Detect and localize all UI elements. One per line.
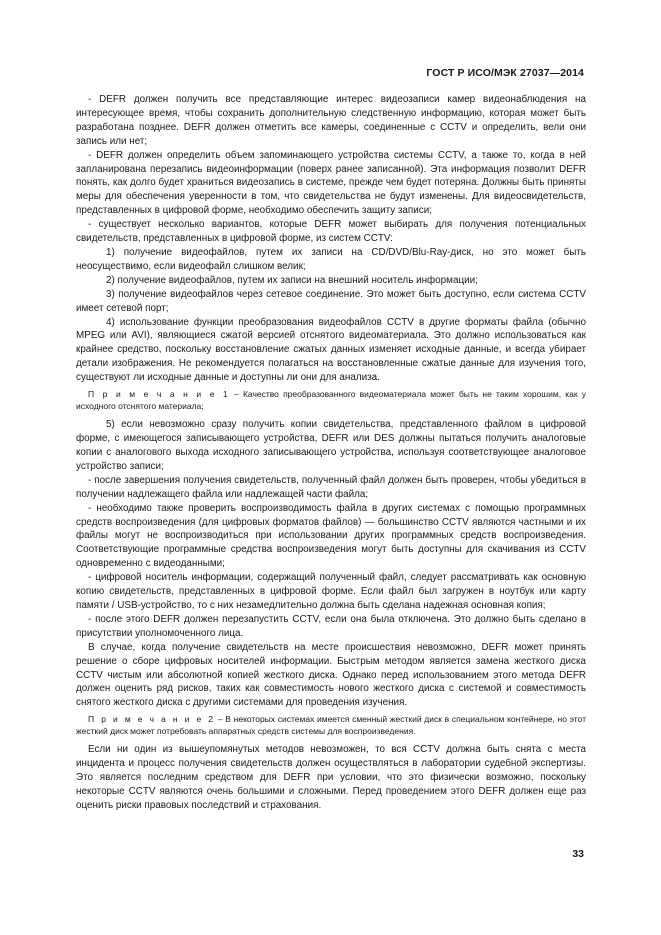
note-text: – В некоторых системах имеется сменный жесткий диск в специальном контейнере, но этот жесткий диск может потребовать аппаратных средств системы для воспроизведения. [76,714,586,736]
paragraph: - после завершения получения свидетельств, полученный файл должен быть проверен, чтобы убедиться в получении надлежащего файла или надлежащей части файла; [76,474,586,500]
note-label: П р и м е ч а н и е 2 [88,714,216,725]
list-item: 5) если невозможно сразу получить копии свидетельства, представленного файлом в цифровой форме, с имеющегося записывающего устройства, DEFR или DES должны пытаться получить аналоговые копии с аналогового выхода исходного записывающего устройства, используя соответствующее аналоговое устройство записи; [76,419,586,472]
document-header: ГОСТ Р ИСО/МЭК 27037—2014 [426,67,584,79]
paragraph: - DEFR должен получить все представляющие интерес видеозаписи камер видеонаблюдения на интересующее время, чтобы сохранить дополнительную следственную информацию, которая может быть разработана позднее. DEFR должен отметить все камеры, соединенные с CCTV и определить, вели они запись или нет; [76,94,586,147]
document-body [76,93,586,813]
paragraph: - DEFR должен определить объем запоминающего устройства системы CCTV, а также то, когда в ней запланирована перезапись видеоинформации (поверх ранее записанной). Эта информация позволит DEFR понять, как долго будет храниться видеозапись в системе, прежде чем будет потеряна. Должны быть приняты меры для обеспечения уверенности в том, что свидетельства не будут изменены. Для видеосвидетельств, представленных в цифровой форме, необходимо обеспечить защиту записи; [76,149,586,217]
paragraph: - существует несколько вариантов, которые DEFR может выбирать для получения потенциальных свидетельств, представленных в цифровой форме, из систем CCTV: [76,219,586,245]
note-text: – Качество преобразованного видеоматериала может быть не таким хорошим, как у исходного отснятого материала; [76,389,586,411]
note-1 [76,389,586,412]
paragraph: В случае, когда получение свидетельств на месте происшествия невозможно, DEFR может принять решение о сборе цифровых носителей информации. Быстрым методом является замена жесткого диска CCTV чистым или абсолютной копией жесткого диска. Однако перед использованием этого метода DEFR должен оценить ряд рисков, таких как совместимость нового жесткого диска с системой и совместимость снятого жесткого диска с другими системами для проведения изучения. [76,641,586,709]
list-item: 1) получение видеофайлов, путем их записи на CD/DVD/Blu-Ray-диск, но это может быть неосуществимо, если видеофайл слишком велик; [76,246,586,272]
note-2 [76,714,586,737]
paragraph: Если ни один из вышеупомянутых методов невозможен, то вся CCTV должна быть снята с места инцидента и процесс получения свидетельств должен осуществляться в лаборатории судебной экспертизы. Это является последним средством для DEFR при условии, что это физически возможно, поскольку некоторые CCTV являются очень большими и сложными. Перед проведением этого DEFR должен еще раз оценить риски правовых последствий и страхования. [76,744,586,812]
list-item: 3) получение видеофайлов через сетевое соединение. Это может быть доступно, если система CCTV имеет сетевой порт; [76,288,586,314]
list-item: 4) использование функции преобразования видеофайлов CCTV в другие форматы файла (обычно MPEG или AVI), являющиеся сжатой версией отснятого видеоматериала. Это должно использоваться как крайнее средство, поскольку восстановление сжатых данных изменяет исходные данные, и всегда убирает детали изображения. Не рекомендуется полагаться на восстановленные сжатые данные для изучения того, существуют ли исходные данные и доступны ли они для анализа. [76,316,586,384]
list-item: 2) получение видеофайлов, путем их записи на внешний носитель информации; [106,274,478,286]
paragraph: - после этого DEFR должен перезапустить CCTV, если она была отключена. Это должно быть сделано в присутствии уполномоченного лица. [76,613,586,639]
page-number: 33 [572,848,584,860]
note-label: П р и м е ч а н и е 1 [88,389,230,400]
paragraph: - необходимо также проверить воспроизводимость файла в других системах с помощью программных средств воспроизведения (для цифровых форматов файлов) — большинство CCTV являются частными и их файлы могут не воспроизводиться при использовании других программных средств воспроизведения. Соответствующие программные средства воспроизведения могут быть доступны для скачивания из CCTV одновременно с видеоданными; [76,502,586,570]
paragraph: - цифровой носитель информации, содержащий полученный файл, следует рассматривать как основную копию свидетельств, представленных в цифровой форме. Если файл был загружен в ноутбук или карту памяти / USB-устройство, то с них незамедлительно должна быть сделана надежная основная копия; [76,572,586,611]
